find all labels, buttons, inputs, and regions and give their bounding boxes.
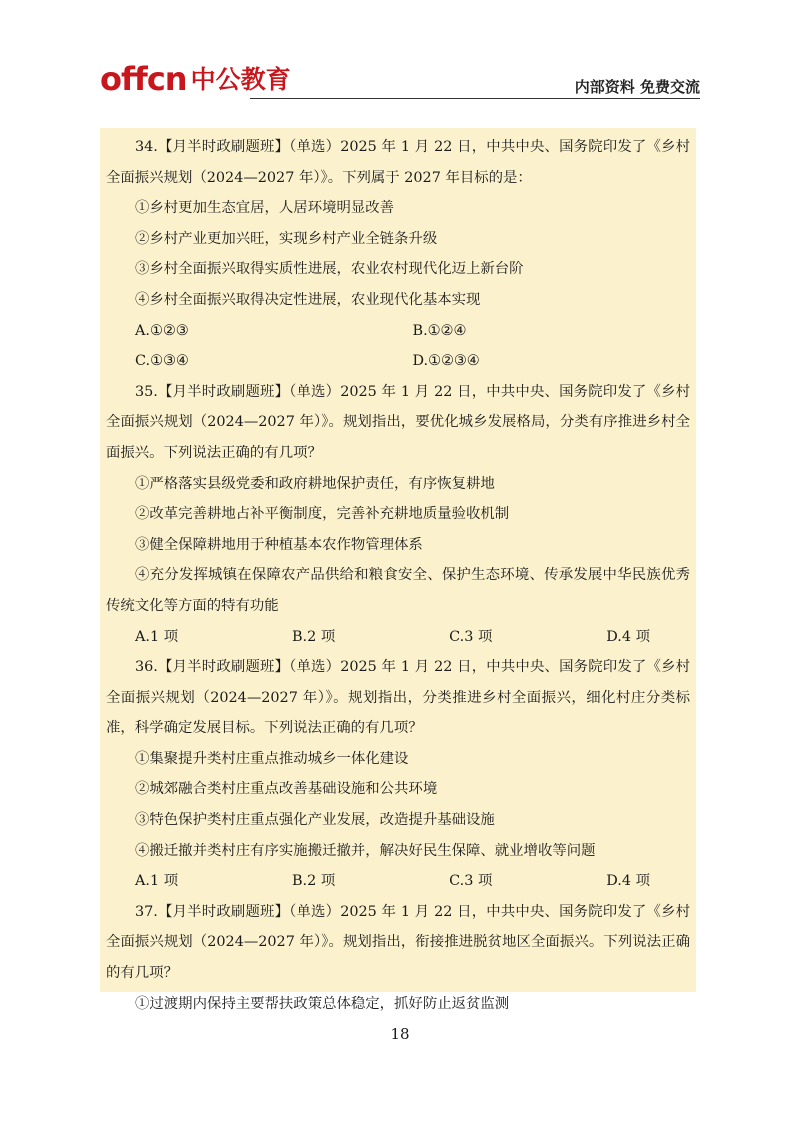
answer-choices-34 <box>106 316 690 377</box>
choice-d: D.①②③④ <box>412 353 480 370</box>
offcn-logo <box>100 62 291 96</box>
choice-a: A.1 项 <box>135 628 179 645</box>
statement: ④充分发挥城镇在保障农产品供给和粮食安全、保护生态环境、传承发展中华民族优秀传统文化等方面的特有功能 <box>106 567 690 614</box>
header-note: 内部资料 免费交流 <box>574 78 700 96</box>
choice-b: B.2 项 <box>291 628 336 645</box>
choice-b: B.①②④ <box>412 322 467 339</box>
logo-english: offcn <box>100 60 187 98</box>
choice-c: C.①③④ <box>135 353 189 370</box>
choice-d: D.4 项 <box>606 628 650 645</box>
statement: ④搬迁撤并类村庄有序实施搬迁撤并，解决好民生保障、就业增收等问题 <box>135 842 596 859</box>
statement: ②城郊融合类村庄重点改善基础设施和公共环境 <box>135 781 438 798</box>
question-stem-36: 36.【月半时政刷题班】（单选）2025 年 1 月 22 日，中共中央、国务院印发了《乡村全面振兴规划（2024—2027 年）》。规划指出，分类推进乡村全面振兴，细化村庄分类标准，科学确定发展目标。下列说法正确的有几项？ <box>106 659 690 737</box>
statement: ①过渡期内保持主要帮扶政策总体稳定，抓好防止返贫监测 <box>135 995 510 1012</box>
choice-c: C.3 项 <box>449 628 493 645</box>
choice-d: D.4 项 <box>606 873 650 890</box>
choice-a: A.1 项 <box>135 873 179 890</box>
choice-c: C.3 项 <box>449 873 493 890</box>
statement: ②改革完善耕地占补平衡制度，完善补充耕地质量验收机制 <box>135 506 510 523</box>
question-stem-34: 34.【月半时政刷题班】（单选）2025 年 1 月 22 日，中共中央、国务院印发了《乡村全面振兴规划（2024—2027 年）》。下列属于 2027 年目标的是： <box>106 139 690 186</box>
answer-choices-35 <box>106 622 690 653</box>
statement: ③健全保障耕地用于种植基本农作物管理体系 <box>135 536 423 553</box>
statement: ③乡村全面振兴取得实质性进展，农业农村现代化迈上新台阶 <box>135 261 524 278</box>
choice-a: A.①②③ <box>135 322 189 339</box>
statement: ①乡村更加生态宜居，人居环境明显改善 <box>135 200 395 217</box>
question-stem-35: 35.【月半时政刷题班】（单选）2025 年 1 月 22 日，中共中央、国务院印发了《乡村全面振兴规划（2024—2027 年）》。规划指出，要优化城乡发展格局，分类有序推进乡村全面振兴。下列说法正确的有几项？ <box>106 383 690 461</box>
question-panel <box>100 128 696 1012</box>
answer-choices-36 <box>106 866 690 897</box>
question-stem-37: 37.【月半时政刷题班】（单选）2025 年 1 月 22 日，中共中央、国务院印发了《乡村全面振兴规划（2024—2027 年）》。规划指出，衔接推进脱贫地区全面振兴。下列说法正确的有几项？ <box>106 903 690 982</box>
statement: ①严格落实县级党委和政府耕地保护责任，有序恢复耕地 <box>135 475 495 492</box>
statement: ②乡村产业更加兴旺，实现乡村产业全链条升级 <box>135 230 438 247</box>
statement: ④乡村全面振兴取得决定性进展，农业现代化基本实现 <box>135 291 481 308</box>
logo-chinese: 中公教育 <box>190 65 291 94</box>
page-number: 18 <box>390 1025 410 1043</box>
header-rule <box>250 98 700 99</box>
statement: ①集聚提升类村庄重点推动城乡一体化建设 <box>135 750 409 767</box>
choice-b: B.2 项 <box>291 873 336 890</box>
statement: ③特色保护类村庄重点强化产业发展，改造提升基础设施 <box>135 812 495 829</box>
page-header <box>100 62 700 102</box>
